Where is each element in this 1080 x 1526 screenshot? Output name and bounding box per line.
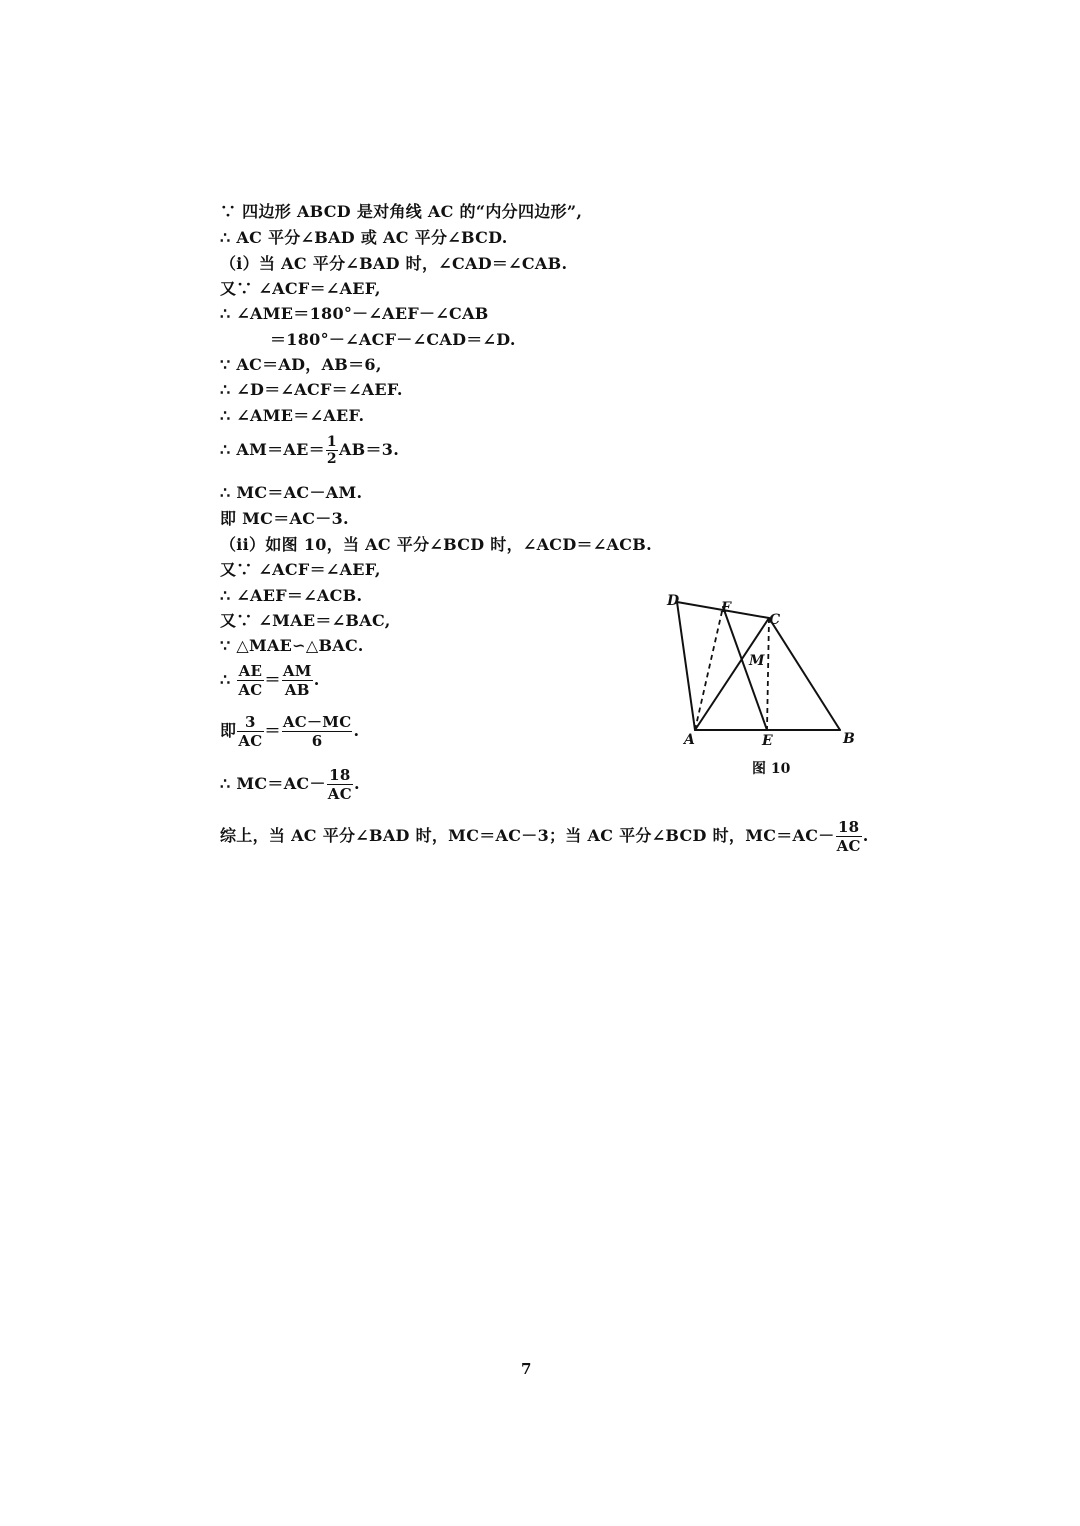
numerator: 3	[237, 713, 263, 732]
dashed-ce	[767, 618, 769, 730]
dashed-af	[695, 607, 723, 730]
numerator: 1	[326, 434, 337, 450]
fraction	[327, 766, 353, 803]
proof-line-18	[220, 662, 320, 699]
equals: ＝	[264, 721, 281, 740]
denominator: 6	[311, 732, 323, 750]
proof-line-7: ∵ AC＝AD，AB＝6,	[220, 355, 382, 374]
fraction	[282, 713, 353, 750]
proof-line-10	[220, 434, 399, 467]
numerator: AE	[238, 662, 263, 680]
text: .	[353, 721, 360, 740]
proof-line-9: ∴ ∠AME＝∠AEF.	[220, 406, 365, 425]
proof-line-4: 又∵ ∠ACF＝∠AEF,	[220, 279, 381, 298]
label-d: D	[667, 593, 680, 609]
proof-line-1: ∵ 四边形 ABCD 是对角线 AC 的“内分四边形”,	[220, 202, 583, 221]
proof-line-12: 即 MC＝AC－3.	[220, 509, 349, 528]
denominator: 2	[326, 451, 337, 467]
text: 综上，当 AC 平分∠BAD 时，MC＝AC－3；当 AC 平分∠BCD 时，MC＝AC－	[220, 826, 835, 845]
proof-line-8: ∴ ∠D＝∠ACF＝∠AEF.	[220, 380, 403, 399]
numerator: AC－MC	[282, 713, 352, 731]
label-c: C	[769, 612, 781, 628]
denominator: AC	[836, 837, 861, 855]
proof-line-13: （ii）如图 10，当 AC 平分∠BCD 时，∠ACD＝∠ACB.	[220, 535, 652, 554]
segment-cb	[769, 618, 840, 730]
figure-caption: 图 10	[752, 761, 791, 777]
equals: ＝	[264, 670, 281, 689]
label-e: E	[762, 733, 773, 749]
denominator: AC	[238, 732, 263, 750]
proof-line-14: 又∵ ∠ACF＝∠AEF,	[220, 560, 381, 579]
fraction	[836, 818, 862, 855]
label-f: F	[721, 600, 731, 616]
text: .	[353, 774, 360, 793]
proof-line-5: ∴ ∠AME＝180°－∠AEF－∠CAB	[220, 304, 489, 323]
proof-line-6: ＝180°－∠ACF－∠CAD＝∠D.	[270, 330, 516, 349]
text: .	[862, 826, 869, 845]
proof-line-20	[220, 766, 360, 803]
conclusion-line	[220, 818, 869, 855]
text: ∴	[220, 670, 237, 689]
proof-line-17: ∵ △MAE∽△BAC.	[220, 636, 364, 655]
text: ∴ AM＝AE＝	[220, 440, 325, 459]
text: .	[313, 670, 320, 689]
fraction	[237, 713, 263, 750]
text: AB＝3.	[338, 440, 400, 459]
fraction	[237, 662, 263, 699]
proof-line-19	[220, 713, 359, 750]
denominator: AC	[327, 785, 352, 803]
page-number: 7	[521, 1360, 532, 1378]
numerator: 18	[327, 766, 353, 785]
label-a: A	[684, 732, 695, 748]
fraction	[282, 662, 313, 699]
numerator: 18	[836, 818, 862, 837]
segment-da	[677, 602, 695, 730]
fraction	[326, 434, 338, 467]
text: 即	[220, 721, 237, 740]
label-b: B	[843, 731, 855, 747]
geometry-figure	[655, 585, 865, 750]
proof-line-15: ∴ ∠AEF＝∠ACB.	[220, 586, 363, 605]
denominator: AC	[238, 681, 263, 699]
numerator: AM	[282, 662, 312, 680]
proof-line-3: （i）当 AC 平分∠BAD 时，∠CAD＝∠CAB.	[220, 254, 568, 273]
proof-line-2: ∴ AC 平分∠BAD 或 AC 平分∠BCD.	[220, 228, 508, 247]
text: ∴ MC＝AC－	[220, 774, 326, 793]
denominator: AB	[284, 681, 310, 699]
label-m: M	[749, 653, 765, 669]
proof-line-16: 又∵ ∠MAE＝∠BAC,	[220, 611, 391, 630]
proof-line-11: ∴ MC＝AC－AM.	[220, 483, 363, 502]
